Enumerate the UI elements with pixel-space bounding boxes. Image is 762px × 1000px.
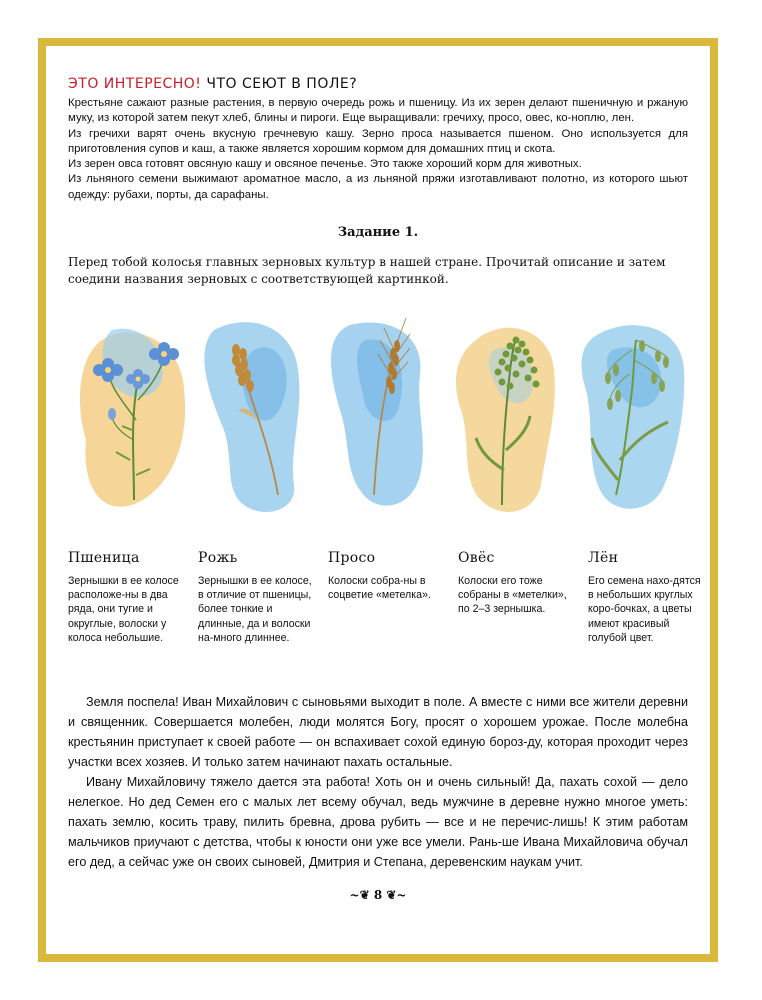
millet-panicle-icon: [446, 310, 572, 520]
intro-paragraph: Из льняного семени выжимают ароматное масло, а из льняной пряжи изготавливают полотно, из которого шьют одежду: рубахи, порты, да сарафаны.: [68, 173, 688, 201]
oat-panicle-icon: [572, 310, 698, 520]
card-wheat[interactable]: [68, 550, 188, 645]
card-oat[interactable]: [458, 550, 578, 617]
grain-cards: [68, 550, 701, 670]
card-millet[interactable]: [328, 550, 448, 602]
intro-paragraph: Из гречихи варят очень вкусную гречневую кашу. Зерно проса называется пшеном. Оно используется для приготовления супов и каш, а также является хорошим кормом для домашних птиц и скота.: [68, 127, 688, 155]
interesting-label: ЭТО ИНТЕРЕСНО!: [68, 76, 202, 92]
card-desc: Колоски собра-ны в соцветие «метелка».: [328, 575, 431, 602]
task-text: Перед тобой колосья главных зерновых культур в нашей стране. Прочитай описание и затем соедини названия зерновых с соответствующей картинкой.: [68, 255, 666, 287]
rye-illustration[interactable]: [320, 310, 446, 520]
intro-paragraph: Крестьяне сажают разные растения, в первую очередь рожь и пшеницу. Из их зерен делают пшеничную и ржаную муку, из которой затем пекут хлеб, блины и пироги. Еще выращивали: гречиху, просо, овес, ко-ноплю, лен.: [68, 97, 688, 125]
task-title: Задание 1.: [337, 225, 419, 241]
page-number: [68, 888, 688, 902]
flax-flower-icon: [72, 310, 198, 520]
card-rye[interactable]: [198, 550, 318, 645]
interesting-heading: [68, 76, 688, 92]
ornament-left-icon: ~❦: [349, 888, 370, 903]
card-desc: Колоски его тоже собраны в «метелки», по 2–3 зернышка.: [458, 575, 567, 616]
intro-text: [68, 96, 688, 203]
plant-illustrations: [68, 310, 688, 530]
rye-ear-icon: [320, 310, 446, 520]
oat-illustration[interactable]: [572, 310, 698, 520]
story-paragraph: Ивану Михайловичу тяжело дается эта работа! Хоть он и очень сильный! Да, пахать сохой — дело нелегкое. Но дед Семен его с малых лет всему обучал, ведь мужчине в деревне нужно многое уметь: пахать землю, косить траву, пилить бревна, дрова рубить — все и не перечис-лишь! К этим работам мальчиков приучают с детства, чтобы к юности они уже все умели. Рань-ше Ивана Михайловича обучал его дед, а сейчас уже он своих сыновей, Дмитрия и Степана, деревенским наукам учит.: [68, 775, 688, 870]
millet-illustration[interactable]: [446, 310, 572, 520]
card-desc: Его семена нахо-дятся в небольших круглых коро-бочках, а цветы имеют красивый голубой цвет.: [588, 575, 701, 644]
card-flax[interactable]: [588, 550, 708, 645]
page-content: [68, 76, 701, 903]
interesting-title: ЧТО СЕЮТ В ПОЛЕ?: [206, 76, 358, 92]
card-name: Пшеница: [68, 550, 140, 567]
card-desc: Зернышки в ее колосе расположе-ны в два ряда, они тугие и округлые, волоски у колоса небольшие.: [68, 575, 179, 644]
wheat-ear-icon: [194, 310, 320, 520]
intro-paragraph: Из зерен овса готовят овсяную кашу и овсяное печенье. Это также хороший корм для животных.: [68, 158, 582, 171]
card-name: Просо: [328, 550, 376, 567]
wheat-illustration[interactable]: [194, 310, 320, 520]
card-name: Лён: [588, 550, 619, 567]
page-number-value: 8: [373, 888, 383, 903]
card-name: Рожь: [198, 550, 238, 567]
page-frame: [38, 38, 718, 962]
card-name: Овёс: [458, 550, 495, 567]
flax-illustration[interactable]: [72, 310, 198, 520]
story-text: [68, 692, 688, 872]
card-desc: Зернышки в ее колосе, в отличие от пшеницы, более тонкие и длинные, да и волоски на-много длиннее.: [198, 575, 312, 644]
story-paragraph: Земля поспела! Иван Михайлович с сыновьями выходит в поле. А вместе с ними все жители деревни и священник. Совершается молебен, люди молятся Богу, просят о хорошем урожае. После молебна крестьянин приступает к своей работе — он вспахивает сохой единую бороз-ду, которая проходит через участки всех хозяев. И только затем начинают пахать остальные.: [68, 695, 688, 770]
ornament-right-icon: ❦~: [386, 888, 407, 903]
